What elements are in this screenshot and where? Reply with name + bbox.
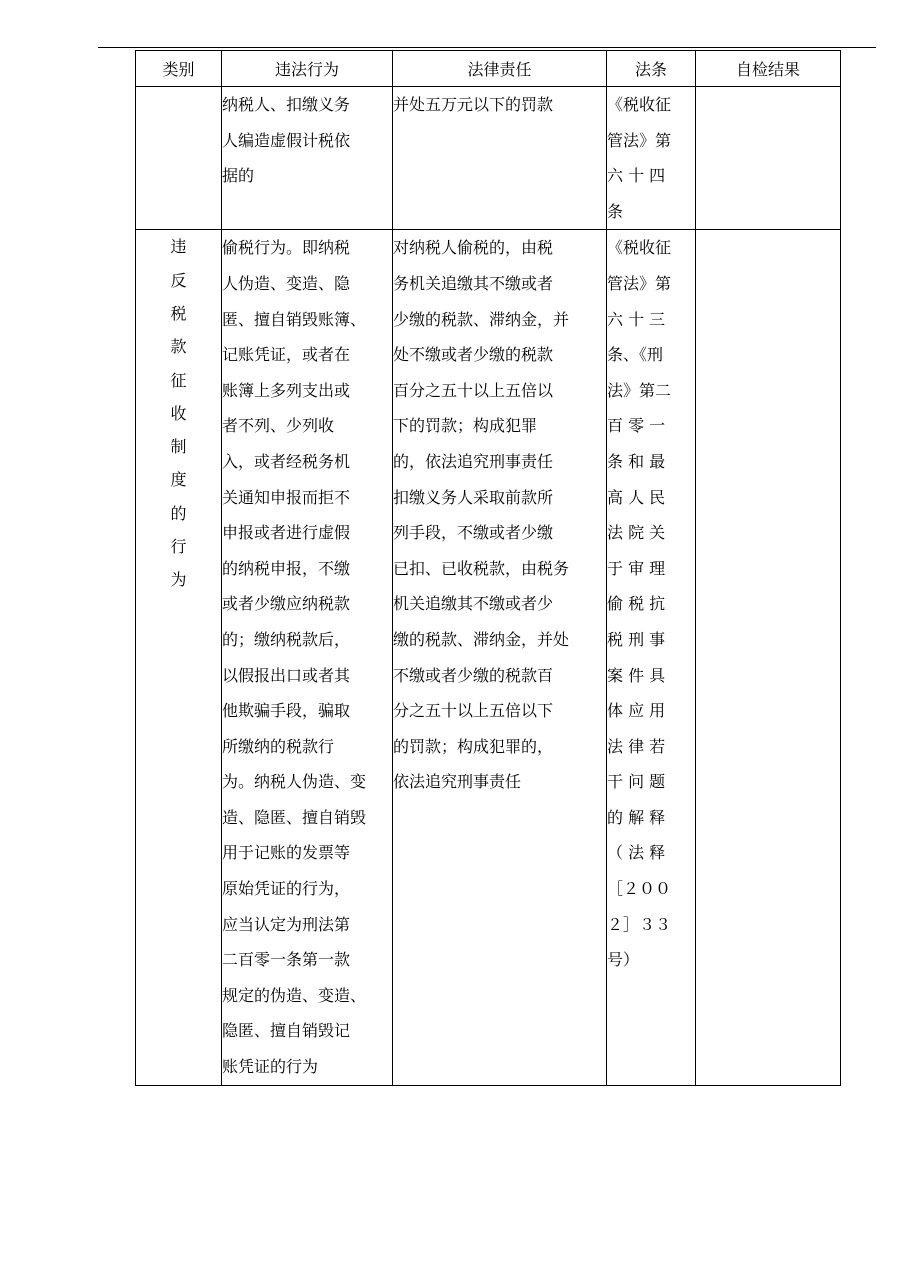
category-char: 反: [170, 270, 187, 290]
self-check-cell: [696, 87, 841, 230]
article-cell: 《税收征 管法》第 六 十 四 条: [607, 87, 696, 230]
category-char: 收: [170, 403, 187, 423]
header-self-check: 自检结果: [696, 51, 841, 87]
category-char: 度: [170, 470, 187, 490]
category-char: 税: [170, 303, 187, 323]
behavior-cell: 偷税行为。即纳税 人伪造、变造、隐 匿、擅自销毁账簿、 记账凭证，或者在 账簿上多列支出或 者不列、少列收 入，或者经税务机 关通知申报而拒不 申报或者进行虚假 的纳税申报，不缴 或者少缴应纳税款 的；缴纳税款后， 以假报出口或者其 他欺骗手段，骗取 所缴纳的税款行 为。纳税人伪造、变 造、隐匿、擅自销毁 用于记账的发票等 原始凭证的行为， 应当认定为刑法第 二百零一条第一款 规定的伪造、变造、 隐匿、擅自销毁记 账凭证的行为: [222, 230, 393, 1086]
category-char: 行: [170, 537, 187, 557]
header-liability: 法律责任: [393, 51, 607, 87]
header-category: 类别: [136, 51, 222, 87]
header-article: 法条: [607, 51, 696, 87]
top-rule: [98, 47, 876, 48]
category-char: 的: [170, 503, 187, 523]
category-char: 款: [170, 337, 187, 357]
category-cell: [136, 87, 222, 230]
liability-cell: 并处五万元以下的罚款: [393, 87, 607, 230]
category-char: 为: [170, 570, 187, 590]
self-check-cell: [696, 230, 841, 1086]
table-row: [136, 87, 841, 230]
header-behavior: 违法行为: [222, 51, 393, 87]
category-char: 征: [170, 370, 187, 390]
article-cell: 《税收征 管法》第 六 十 三 条、《刑 法》第二 百 零 一 条 和 最 高 人 民 法 院 关 于 审 理 偷 税 抗 税 刑 事 案 件 具 体 应 用 法 律 若 干 问 题 的 解 释 （ 法 释 ［２００ ２］３３ 号）: [607, 230, 696, 1086]
behavior-cell: 纳税人、扣缴义务 人编造虚假计税依 据的: [222, 87, 393, 230]
header-row: [136, 51, 841, 87]
category-char: 制: [170, 437, 187, 457]
category-cell: [136, 230, 222, 1086]
category-char: 违: [170, 237, 187, 257]
self-check-table: [135, 50, 841, 1086]
table-row: [136, 230, 841, 1086]
liability-cell: 对纳税人偷税的，由税 务机关追缴其不缴或者 少缴的税款、滞纳金，并 处不缴或者少缴的税款 百分之五十以上五倍以 下的罚款；构成犯罪 的，依法追究刑事责任 扣缴义务人采取前款所 列手段，不缴或者少缴 已扣、已收税款，由税务 机关追缴其不缴或者少 缴的税款、滞纳金，并处 不缴或者少缴的税款百 分之五十以上五倍以下 的罚款；构成犯罪的， 依法追究刑事责任: [393, 230, 607, 1086]
